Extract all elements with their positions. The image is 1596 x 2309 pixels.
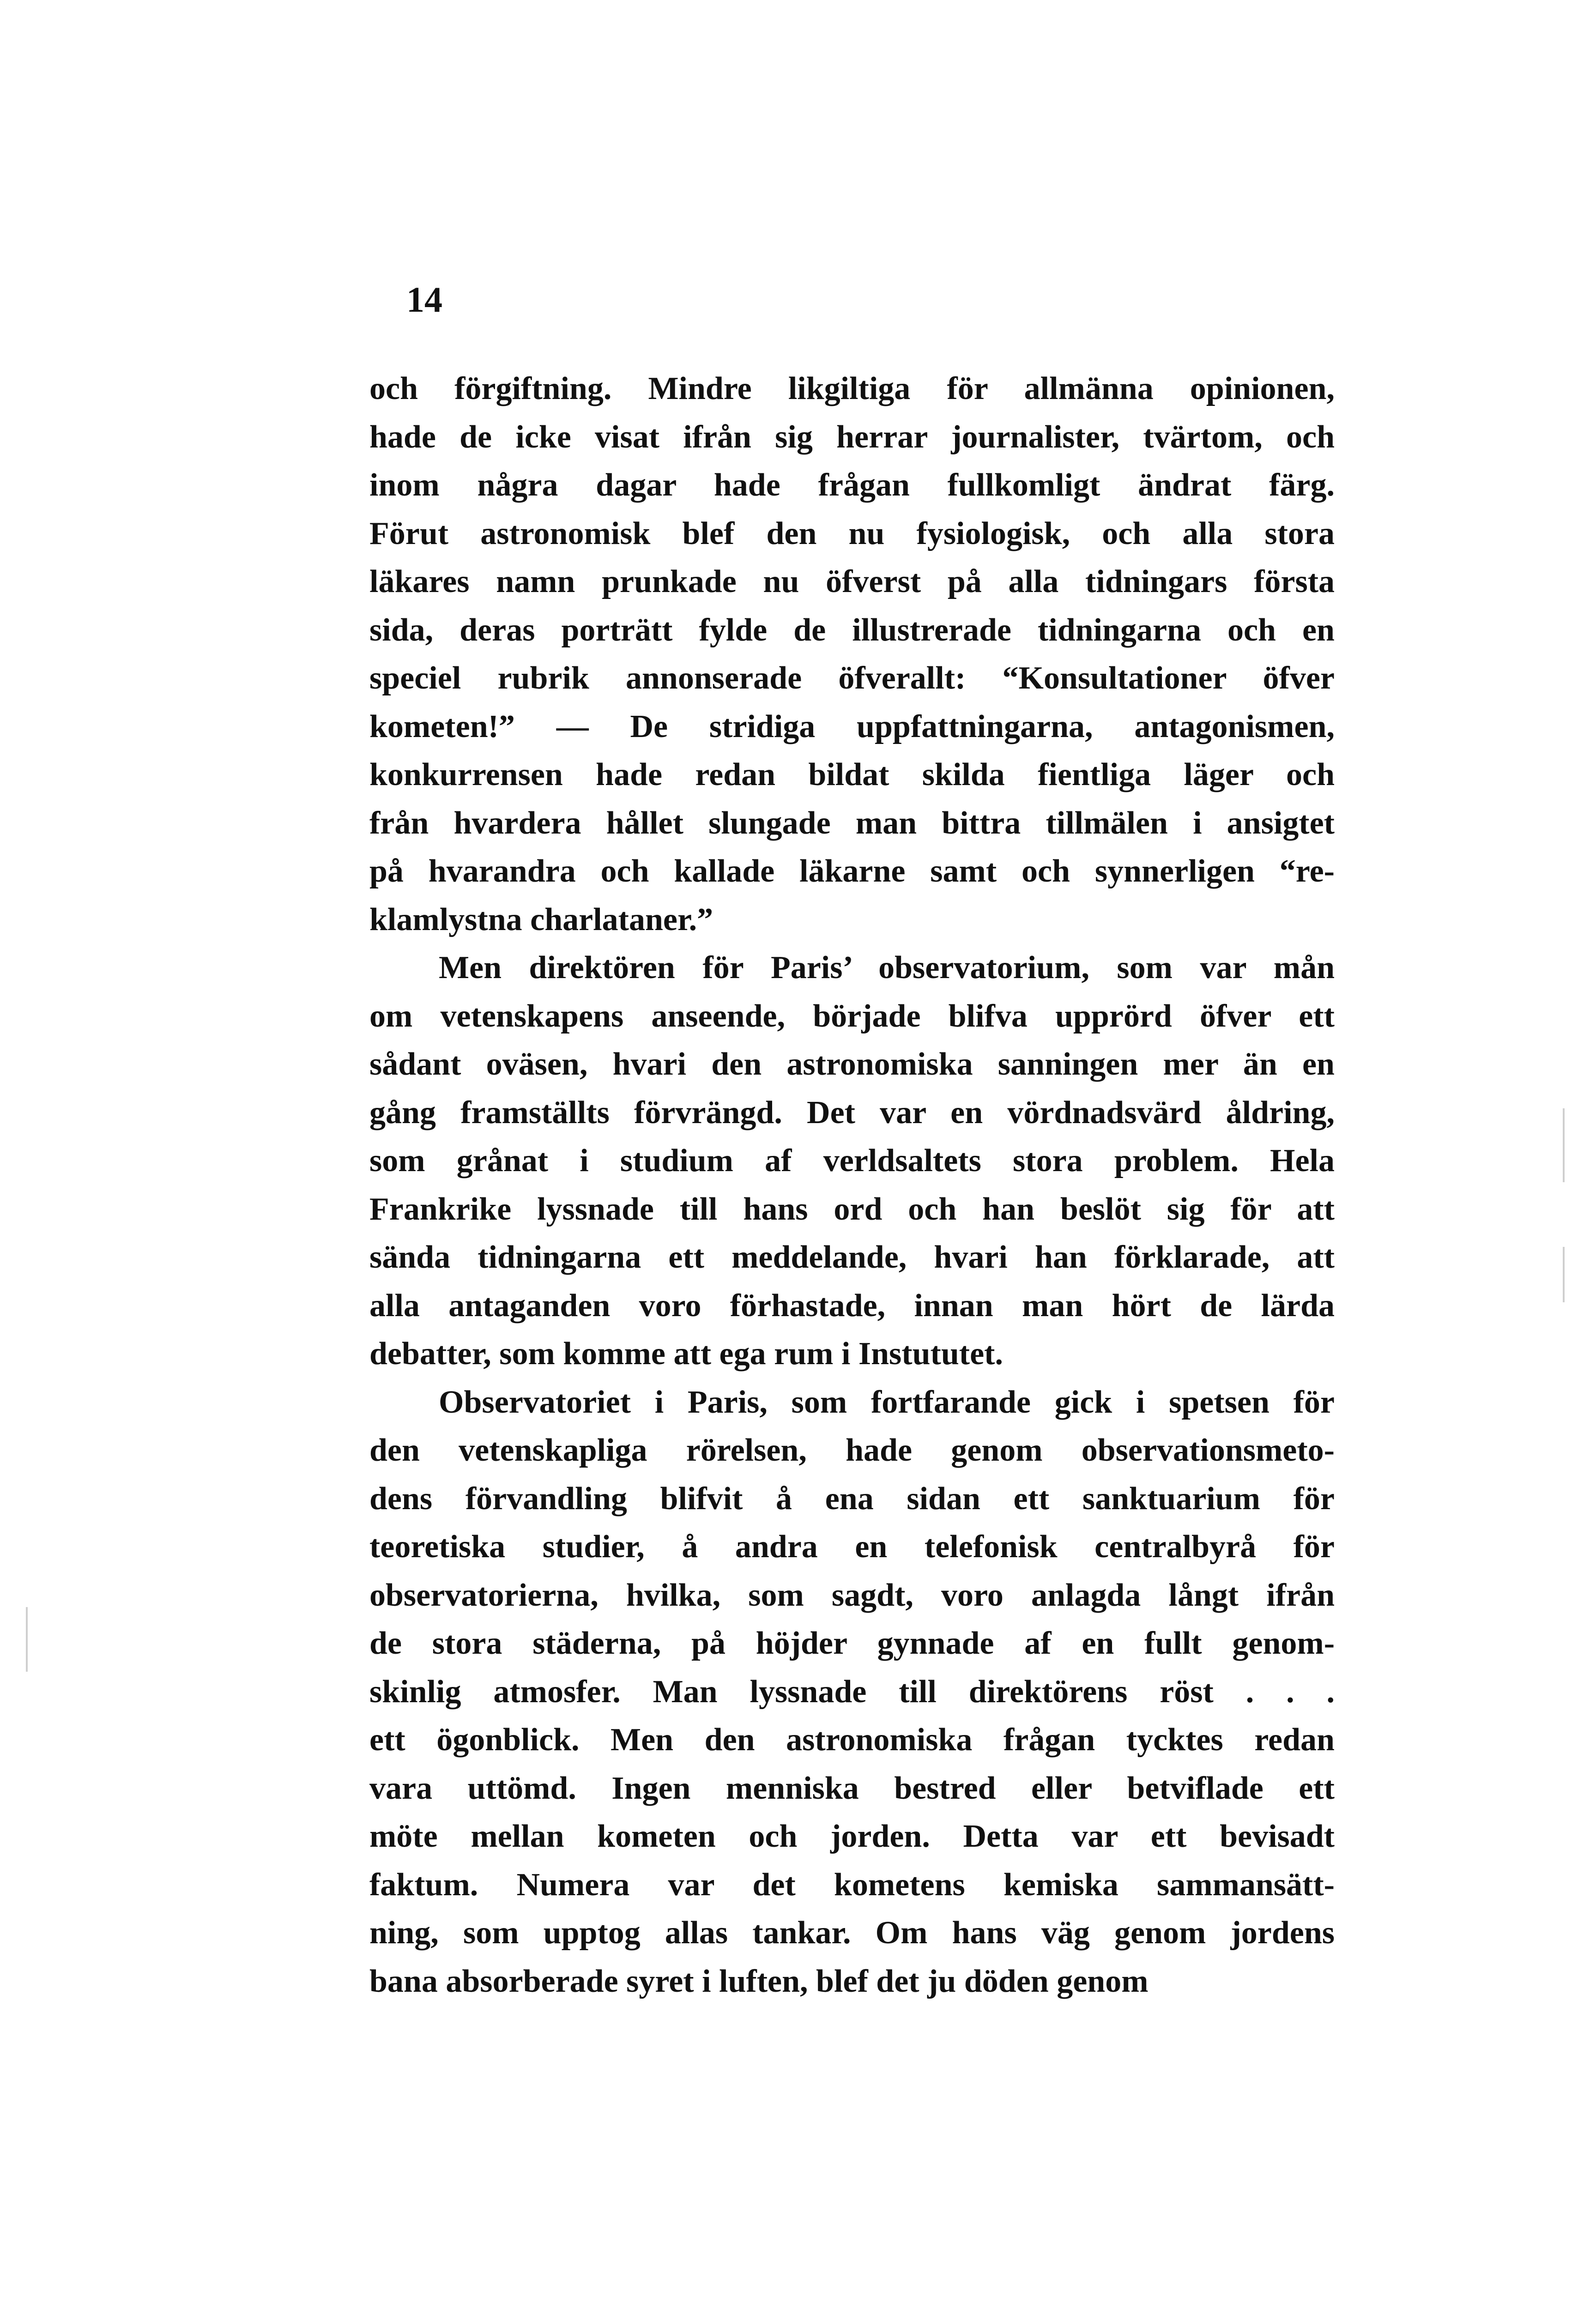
scan-edge-mark: [26, 1607, 28, 1672]
text-line: inom några dagar hade frågan fullkomligt ändrat färg.: [369, 467, 1335, 503]
page-number: 14: [406, 279, 442, 320]
text-line: Förut astronomisk blef den nu fysiologisk, och alla stora: [369, 515, 1335, 551]
text-line: Men direktören för Paris’ observatorium, som var mån: [439, 950, 1335, 985]
text-line: hade de icke visat ifrån sig herrar journalister, tvärtom, och: [369, 419, 1335, 455]
text-line: ett ögonblick. Men den astronomiska frågan tycktes redan: [369, 1722, 1335, 1758]
text-line: kometen!” — De stridiga uppfattningarna, antagonismen,: [369, 708, 1335, 744]
scan-edge-mark: [1563, 1108, 1565, 1182]
text-line: teoretiska studier, å andra en telefonisk centralbyrå för: [369, 1529, 1335, 1565]
text-line: ning, som upptog allas tankar. Om hans väg genom jordens: [369, 1915, 1335, 1951]
text-line: alla antaganden voro förhastade, innan man hört de lärda: [369, 1287, 1335, 1324]
scan-edge-mark: [1563, 1247, 1565, 1302]
text-line: sådant oväsen, hvari den astronomiska sanningen mer än en: [369, 1046, 1335, 1082]
text-line: de stora städerna, på höjder gynnade af en fullt genom-: [369, 1626, 1335, 1661]
text-line: om vetenskapens anseende, började blifva upprörd öfver ett: [369, 998, 1335, 1034]
text-line: Frankrike lyssnade till hans ord och han beslöt sig för att: [369, 1191, 1335, 1227]
text-line: Observatoriet i Paris, som fortfarande gick i spetsen för: [439, 1384, 1335, 1420]
text-line: dens förvandling blifvit å ena sidan ett sanktuarium för: [369, 1481, 1335, 1517]
text-line: speciel rubrik annonserade öfverallt: “Konsultationer öfver: [369, 660, 1335, 696]
paragraph: [369, 365, 1335, 944]
text-line: bana absorberade syret i luften, blef det ju döden genom: [369, 1963, 1149, 1999]
text-line: som grånat i studium af verldsaltets stora problem. Hela: [369, 1143, 1335, 1179]
text-line: och förgiftning. Mindre likgiltiga för allmänna opinionen,: [369, 371, 1335, 406]
text-line: observatorierna, hvilka, som sagdt, voro anlagda långt ifrån: [369, 1577, 1335, 1613]
text-line: gång framställts förvrängd. Det var en vördnadsvärd åldring,: [369, 1094, 1335, 1130]
text-line: konkurrensen hade redan bildat skilda fientliga läger och: [369, 757, 1335, 792]
text-line: på hvarandra och kallade läkarne samt och synnerligen “re-: [369, 853, 1335, 889]
text-line: sända tidningarna ett meddelande, hvari han förklarade, att: [369, 1239, 1335, 1275]
text-line: från hvardera hållet slungade man bittra tillmälen i ansigtet: [369, 805, 1335, 841]
text-line: möte mellan kometen och jorden. Detta var ett bevisadt: [369, 1819, 1335, 1854]
text-line: läkares namn prunkade nu öfverst på alla tidningars första: [369, 564, 1335, 599]
text-line: vara uttömd. Ingen menniska bestred eller betviflade ett: [369, 1770, 1335, 1806]
text-line: debatter, som komme att ega rum i Instututet.: [369, 1336, 1003, 1372]
paragraph: [369, 944, 1335, 1378]
text-line: sida, deras porträtt fylde de illustrerade tidningarna och en: [369, 612, 1335, 648]
text-line: klamlystna charlataner.”: [369, 901, 713, 937]
text-line: den vetenskapliga rörelsen, hade genom observationsmeto-: [369, 1433, 1335, 1468]
text-line: faktum. Numera var det kometens kemiska sammansätt-: [369, 1867, 1335, 1903]
body-text: [369, 365, 1335, 2006]
paragraph: [369, 1378, 1335, 2006]
text-line: skinlig atmosfer. Man lyssnade till direktörens röst . . .: [369, 1674, 1335, 1710]
